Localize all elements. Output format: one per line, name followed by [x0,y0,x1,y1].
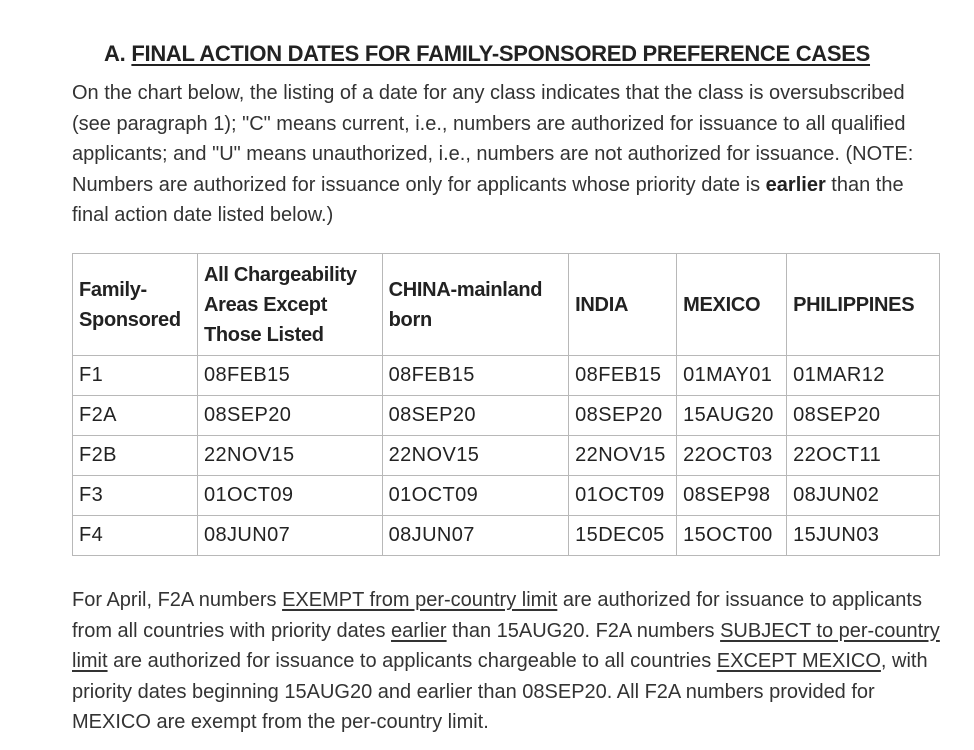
table-row [73,356,940,396]
intro-text: On the chart below, the listing of a date for any class indicates that the class is oversubscribed (see paragraph 1); "C" means current, i.e., numbers are authorized for issuance to all qualified applicants; and "U" means unauthorized, i.e., numbers are not authorized for issuance. (NOTE: Numbers are authorized for issuance only for applicants whose priority date is [72,82,914,196]
cell-mexico: 15OCT00 [677,516,787,556]
section-title: FINAL ACTION DATES FOR FAMILY-SPONSORED PREFERENCE CASES [131,41,871,67]
section-heading [0,41,974,67]
row-category: F1 [73,356,198,396]
footnote-text: are authorized for issuance to applicants chargeable to all countries [107,650,717,672]
cell-all-chargeability: 08JUN07 [197,516,382,556]
cell-philippines: 08JUN02 [787,476,940,516]
table-row [73,436,940,476]
cell-all-chargeability: 08SEP20 [197,396,382,436]
cell-philippines: 15JUN03 [787,516,940,556]
row-category: F2B [73,436,198,476]
cell-mexico: 01MAY01 [677,356,787,396]
final-action-dates-table [72,253,940,556]
cell-china: 08FEB15 [382,356,569,396]
footnote-text: , with priority dates beginning 15AUG20 and earlier than 08SEP20. All F2A numbers provided for MEXICO are exempt from the per-country limit. [72,650,928,733]
section-prefix: A. [103,41,126,67]
header-china: CHINA-mainland born [382,254,569,356]
table-row [73,516,940,556]
f2a-footnote-paragraph [72,585,952,738]
cell-all-chargeability: 08FEB15 [197,356,382,396]
cell-mexico: 08SEP98 [677,476,787,516]
row-category: F3 [73,476,198,516]
except-mexico-text: EXCEPT MEXICO [716,650,881,672]
cell-mexico: 22OCT03 [677,436,787,476]
table-header-row [73,254,940,356]
cell-mexico: 15AUG20 [677,396,787,436]
intro-paragraph [72,78,922,231]
cell-china: 08JUN07 [382,516,569,556]
header-all-chargeability: All Chargeability Areas Except Those Listed [197,254,382,356]
cell-philippines: 22OCT11 [787,436,940,476]
footnote-text: than 15AUG20. F2A numbers [446,619,721,642]
row-category: F4 [73,516,198,556]
row-category: F2A [73,396,198,436]
cell-india: 08FEB15 [569,356,677,396]
subject-per-country-limit-text: SUBJECT to per-country limit [72,619,940,672]
header-india: INDIA [569,254,677,356]
header-philippines: PHILIPPINES [787,254,940,356]
header-family-sponsored: Family-Sponsored [73,254,198,356]
cell-china: 08SEP20 [382,396,569,436]
cell-philippines: 01MAR12 [787,356,940,396]
cell-india: 22NOV15 [569,436,677,476]
cell-all-chargeability: 01OCT09 [197,476,382,516]
header-mexico: MEXICO [677,254,787,356]
cell-india: 15DEC05 [569,516,677,556]
cell-china: 01OCT09 [382,476,569,516]
cell-india: 08SEP20 [569,396,677,436]
cell-china: 22NOV15 [382,436,569,476]
intro-text-end: than the final action date listed below.) [72,173,904,226]
footnote-text: are authorized for issuance to applicants from all countries with priority dates [72,589,922,642]
earlier-text: earlier [391,619,447,642]
cell-all-chargeability: 22NOV15 [197,436,382,476]
footnote-text: For April, F2A numbers [72,589,283,611]
table-row [73,476,940,516]
table-row [73,396,940,436]
cell-philippines: 08SEP20 [787,396,940,436]
exempt-per-country-limit-text: EXEMPT from per-country limit [282,589,558,611]
intro-bold-earlier: earlier [765,173,826,196]
cell-india: 01OCT09 [569,476,677,516]
